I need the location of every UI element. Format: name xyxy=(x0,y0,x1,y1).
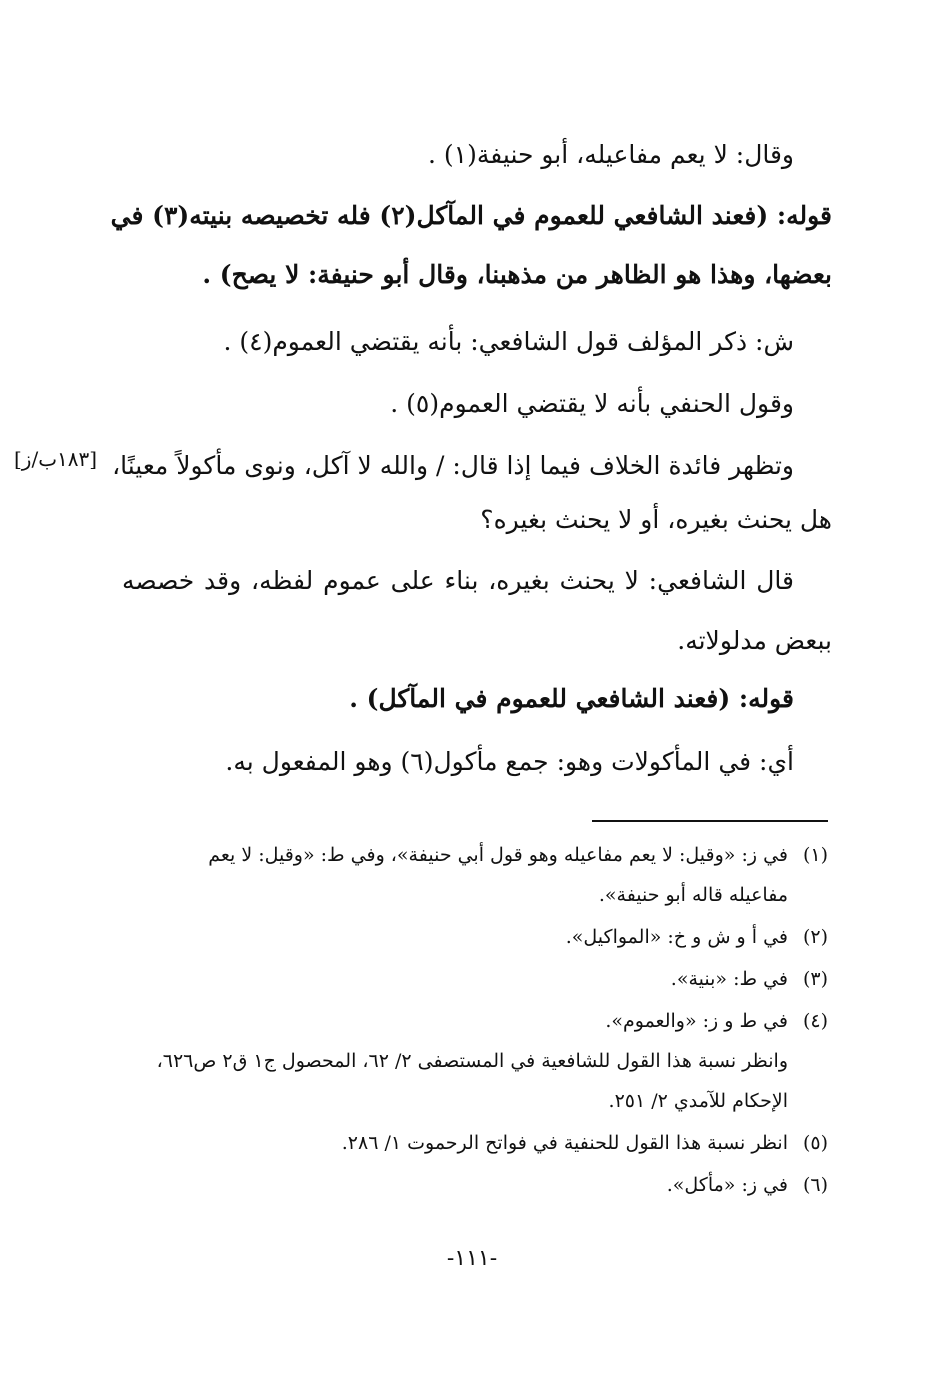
body-line: وقال: لا يعم مفاعيله، أبو حنيفة(١) . xyxy=(428,140,794,169)
footnote-line xyxy=(566,922,828,952)
manuscript-folio-marker: [١٨٣ب/ز] xyxy=(14,447,98,471)
footnote-text: في ز: «وقيل: لا يعم مفاعيله وهو قول أبي حنيفة»، وفي ط: «وقيل: لا يعم xyxy=(208,844,788,866)
body-line: بعضها، وهذا هو الظاهر من مذهبنا، وقال أبو حنيفة: لا يصح) . xyxy=(202,260,832,289)
footnote-text: في ط: «بنية». xyxy=(670,968,788,990)
footnote-text: انظر نسبة هذا القول للحنفية في فواتح الرحموت ١/ ٢٨٦. xyxy=(341,1132,788,1154)
footnote-number: (٢) xyxy=(802,926,828,948)
body-line: قوله: (فعند الشافعي للعموم في المآكل) . xyxy=(349,684,794,713)
body-line: ببعض مدلولاته. xyxy=(677,626,832,655)
body-line: أي: في المأكولات وهو: جمع مأكول(٦) وهو المفعول به. xyxy=(225,747,794,776)
footnote-text: في ز: «مأكل». xyxy=(666,1174,788,1196)
footnote-line xyxy=(157,1046,788,1076)
footnote-number: (٤) xyxy=(802,1010,828,1032)
footnote-number: (٣) xyxy=(802,968,828,990)
body-line: ش: ذكر المؤلف قول الشافعي: بأنه يقتضي العموم(٤) . xyxy=(223,327,794,356)
footnote-line xyxy=(208,840,828,870)
footnote-line xyxy=(609,1086,788,1116)
footnote-text: في أ و ش و خ: «المواكيل». xyxy=(565,926,788,948)
body-line: قوله: (فعند الشافعي للعموم في المآكل(٢) فله تخصيصه بنيته(٣) في xyxy=(110,201,832,230)
body-line: وتظهر فائدة الخلاف فيما إذا قال: / والله لا آكل، ونوى مأكولاً معينًا، xyxy=(112,451,794,480)
footnote-number: (٦) xyxy=(802,1174,828,1196)
footnote-line xyxy=(667,1170,828,1200)
footnote-text: في ط و ز: «والعموم». xyxy=(605,1010,788,1032)
footnote-number: (١) xyxy=(802,844,828,866)
footnote-separator xyxy=(592,820,828,822)
footnote-text: وانظر نسبة هذا القول للشافعية في المستصفى ٢/ ٦٢، المحصول ج١ ق٢ ص٦٢٦، xyxy=(156,1050,788,1072)
body-line: قال الشافعي: لا يحنث بغيره، بناء على عموم لفظه، وقد خصصه xyxy=(122,566,794,595)
footnote-line xyxy=(671,964,828,994)
footnote-line xyxy=(605,1006,828,1036)
footnote-line xyxy=(599,880,788,910)
footnote-text: مفاعيله قاله أبو حنيفة». xyxy=(598,884,788,906)
footnote-number: (٥) xyxy=(802,1132,828,1154)
footnote-text: الإحكام للآمدي ٢/ ٢٥١. xyxy=(608,1090,788,1112)
body-line: وقول الحنفي بأنه لا يقتضي العموم(٥) . xyxy=(390,389,794,418)
body-line: هل يحنث بغيره، أو لا يحنث بغيره؟ xyxy=(480,505,832,534)
page-number: -١١١- xyxy=(446,1246,498,1271)
footnote-line xyxy=(342,1128,828,1158)
